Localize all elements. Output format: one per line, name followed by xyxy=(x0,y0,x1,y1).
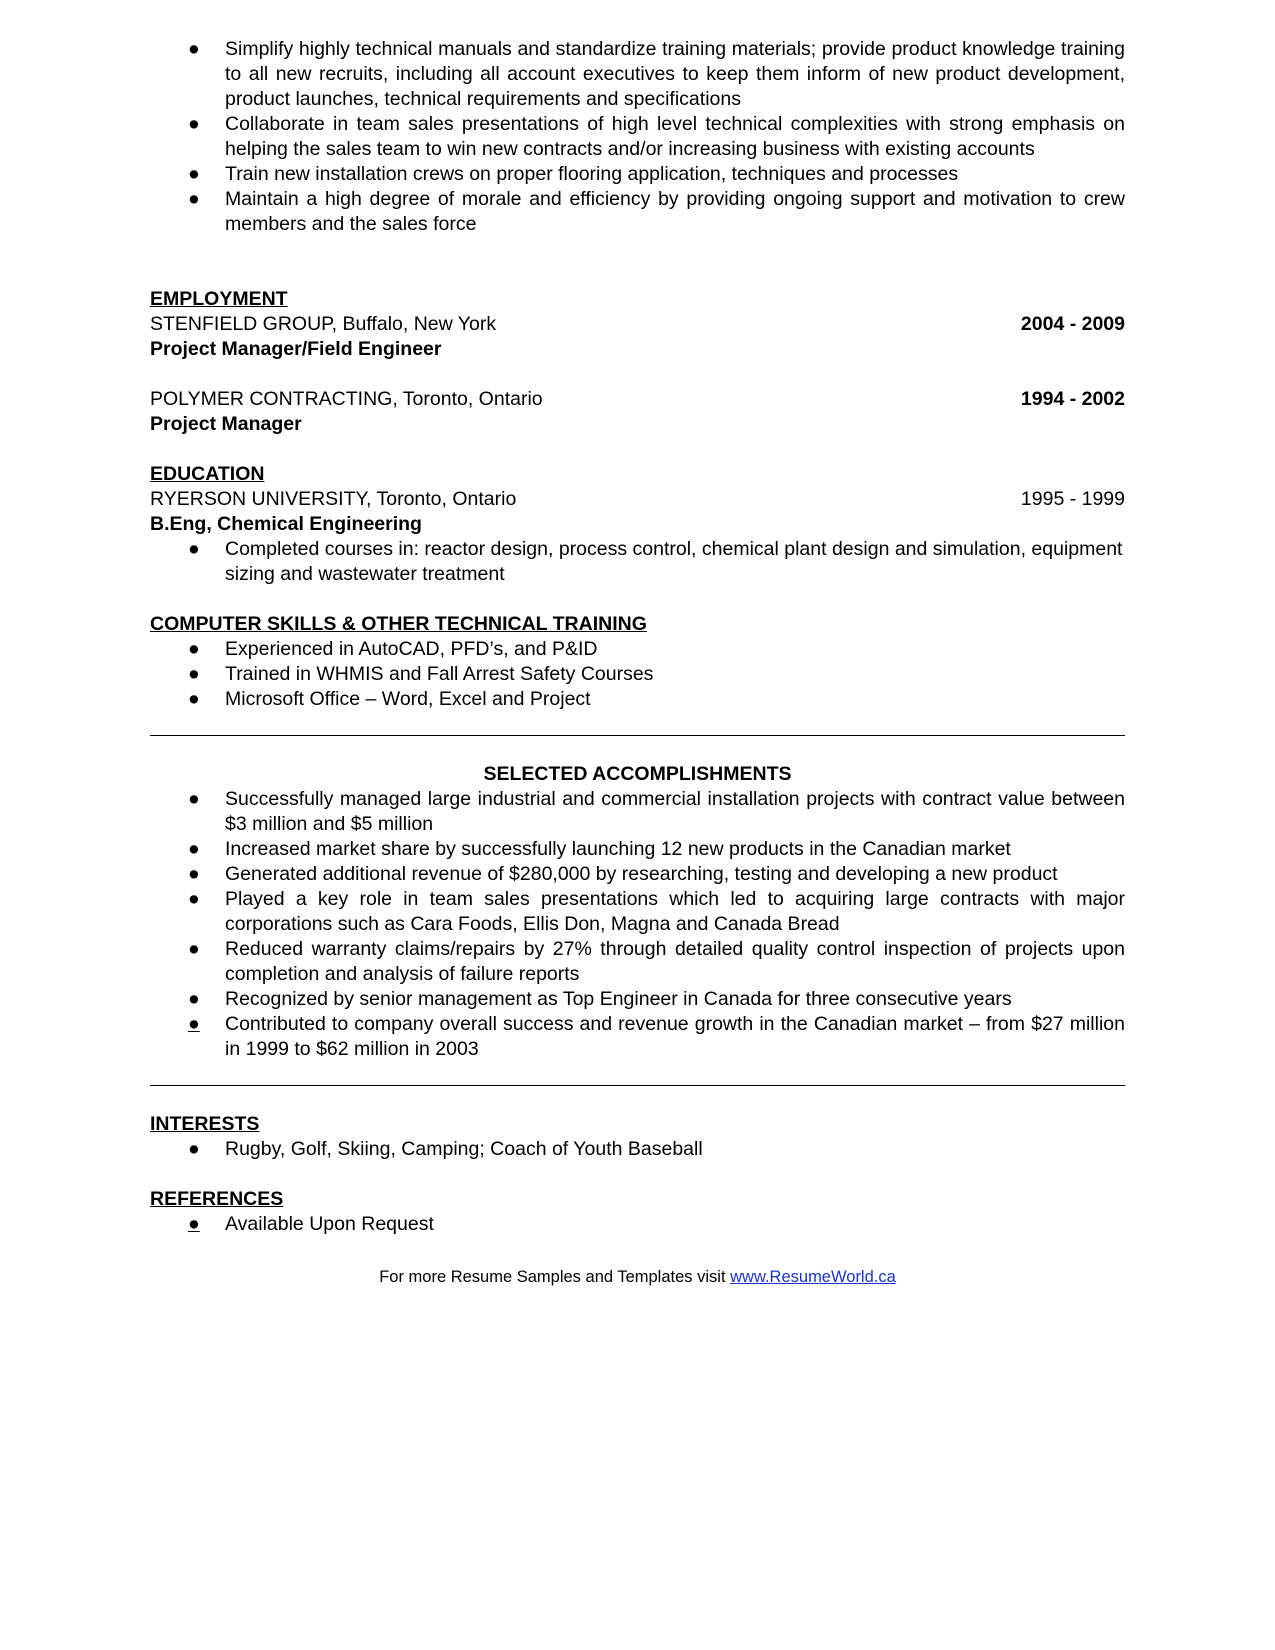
list-item: ● Experienced in AutoCAD, PFD’s, and P&ID xyxy=(188,638,598,660)
list-item: ● Train new installation crews on proper flooring application, techniques and processes xyxy=(188,163,959,185)
section-heading: EMPLOYMENT xyxy=(150,288,288,310)
section-heading: EDUCATION xyxy=(150,463,265,485)
section-heading: SELECTED ACCOMPLISHMENTS xyxy=(483,763,792,785)
job-row xyxy=(150,312,1125,337)
list-item: ● Increased market share by successfully launching 12 new products in the Canadian market xyxy=(188,838,1011,860)
references-section xyxy=(150,1187,1125,1237)
bullet-icon: ● xyxy=(188,838,200,860)
bullet-icon: ● xyxy=(188,538,200,560)
list-item: ● Completed courses in: reactor design, process control, chemical plant design and simulation, equipment sizing and wastewater treatment xyxy=(188,538,1123,585)
bullet-icon: ● xyxy=(188,663,200,685)
footer-link[interactable]: www.ResumeWorld.ca xyxy=(730,1268,896,1286)
top-bullet-list xyxy=(150,37,1125,237)
bullet-icon: ● xyxy=(188,188,200,210)
bullet-icon: ● xyxy=(188,938,200,960)
job-years: 1994 - 2002 xyxy=(1020,388,1125,410)
company-name: STENFIELD GROUP, Buffalo, New York xyxy=(150,313,497,335)
bullet-icon: ● xyxy=(188,38,200,60)
bullet-icon: ● xyxy=(188,1213,200,1235)
list-item: ● Recognized by senior management as Top Engineer in Canada for three consecutive years xyxy=(188,988,1012,1010)
list-item: ● Simplify highly technical manuals and standardize training materials; provide product knowledge training to all new recruits, including all account executives to keep them inform of new product development, product launches, technical requirements and specifications xyxy=(188,38,1125,110)
accomplishments-section xyxy=(150,762,1125,1062)
resume-content xyxy=(150,37,1125,1237)
bullet-icon: ● xyxy=(188,163,200,185)
school-name: RYERSON UNIVERSITY, Toronto, Ontario xyxy=(150,488,517,510)
list-item: ● Successfully managed large industrial and commercial installation projects with contract value between $3 million and $5 million xyxy=(188,788,1125,835)
skills-bullet-list xyxy=(150,637,1125,712)
list-item: ● Microsoft Office – Word, Excel and Project xyxy=(188,688,591,710)
section-heading: REFERENCES xyxy=(150,1188,284,1210)
footer-text: For more Resume Samples and Templates visit xyxy=(379,1268,731,1286)
job-row xyxy=(150,387,1125,412)
list-item: ● Contributed to company overall success and revenue growth in the Canadian market – from $27 million in 1999 to $62 million in 2003 xyxy=(188,1013,1125,1060)
bullet-icon: ● xyxy=(188,863,200,885)
bullet-icon: ● xyxy=(188,888,200,910)
interests-bullet-list xyxy=(150,1137,1125,1162)
school-years: 1995 - 1999 xyxy=(1020,488,1125,510)
list-item: ● Trained in WHMIS and Fall Arrest Safety Courses xyxy=(188,663,654,685)
education-bullet-list xyxy=(150,537,1125,587)
interests-section xyxy=(150,1112,1125,1162)
references-bullet-list xyxy=(150,1212,1125,1237)
bullet-icon: ● xyxy=(188,988,200,1010)
degree: B.Eng, Chemical Engineering xyxy=(150,513,422,535)
job-title: Project Manager/Field Engineer xyxy=(150,338,442,360)
list-item: ● Maintain a high degree of morale and efficiency by providing ongoing support and motivation to crew members and the sales force xyxy=(188,188,1125,235)
job-years: 2004 - 2009 xyxy=(1020,313,1125,335)
employment-section xyxy=(150,287,1125,437)
list-item: ● Rugby, Golf, Skiing, Camping; Coach of Youth Baseball xyxy=(188,1138,703,1160)
computer-skills-section xyxy=(150,612,1125,712)
section-heading: INTERESTS xyxy=(150,1113,260,1135)
accomplishments-bullet-list xyxy=(150,787,1125,1062)
list-item: ● Generated additional revenue of $280,000 by researching, testing and developing a new product xyxy=(188,863,1058,885)
education-section xyxy=(150,462,1125,587)
footer xyxy=(0,1267,1275,1287)
bullet-icon: ● xyxy=(188,788,200,810)
list-item: ● Played a key role in team sales presentations which led to acquiring large contracts with major corporations such as Cara Foods, Ellis Don, Magna and Canada Bread xyxy=(188,888,1125,935)
bullet-icon: ● xyxy=(188,1138,200,1160)
section-heading: COMPUTER SKILLS & OTHER TECHNICAL TRAINING xyxy=(150,613,647,635)
company-name: POLYMER CONTRACTING, Toronto, Ontario xyxy=(150,388,543,410)
list-item: ● Reduced warranty claims/repairs by 27% through detailed quality control inspection of projects upon completion and analysis of failure reports xyxy=(188,938,1125,985)
list-item: ● Collaborate in team sales presentations of high level technical complexities with strong emphasis on helping the sales team to win new contracts and/or increasing business with existing accounts xyxy=(188,113,1125,160)
bullet-icon: ● xyxy=(188,688,200,710)
job-title: Project Manager xyxy=(150,413,302,435)
bullet-icon: ● xyxy=(188,113,200,135)
school-row xyxy=(150,487,1125,512)
bullet-icon: ● xyxy=(188,638,200,660)
list-item: ● Available Upon Request xyxy=(188,1213,434,1235)
bullet-icon: ● xyxy=(188,1013,200,1035)
